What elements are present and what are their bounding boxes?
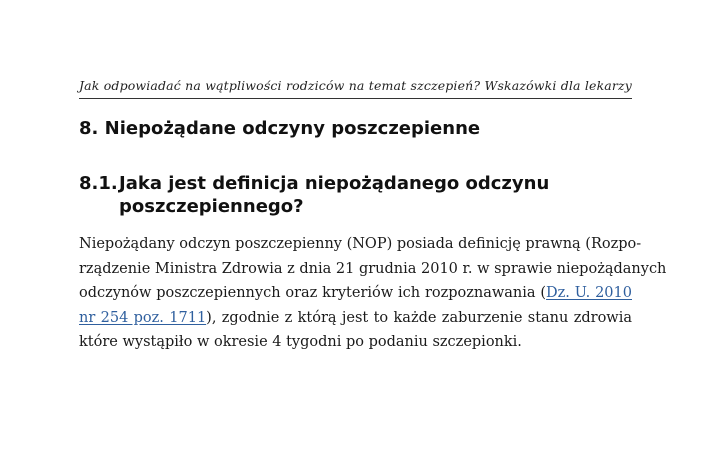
subsection-title — [79, 172, 579, 218]
legal-reference-link-part1[interactable]: Dz. U. 2010 — [546, 285, 632, 301]
subsection-title-line2: poszczepiennego? — [119, 196, 304, 217]
section-title: 8. Niepożądane odczyny poszczepienne — [79, 118, 481, 139]
header-rule — [79, 98, 632, 99]
subsection-number: 8.1. — [79, 173, 118, 194]
running-header: Jak odpowiadać na wątpliwości rodziców na temat szczepień? Wskazówki dla lekarzy — [79, 78, 632, 93]
paragraph-line-3-text: odczynów poszczepiennych oraz kryteriów ich rozpoznawania ( — [79, 285, 547, 301]
paragraph-line-4-text: ), zgodnie z którą jest to każde zaburzenie stanu zdrowia — [206, 309, 632, 326]
legal-reference-link-part2[interactable]: nr 254 poz. 1711 — [79, 309, 207, 326]
paragraph-line-2: rządzenie Ministra Zdrowia z dnia 21 grudnia 2010 r. w sprawie niepożądanych — [79, 260, 667, 277]
subsection-title-line1: Jaka jest definicja niepożądanego odczynu — [119, 173, 550, 194]
paragraph-line-3 — [79, 281, 632, 306]
paragraph-line-5: które wystąpiło w okresie 4 tygodni po podaniu szczepionki. — [79, 334, 522, 350]
body-paragraph — [79, 232, 667, 355]
paragraph-line-4 — [79, 306, 632, 331]
paragraph-line-1: Niepożądany odczyn poszczepienny (NOP) posiada definicję prawną (Rozpo- — [79, 236, 642, 252]
